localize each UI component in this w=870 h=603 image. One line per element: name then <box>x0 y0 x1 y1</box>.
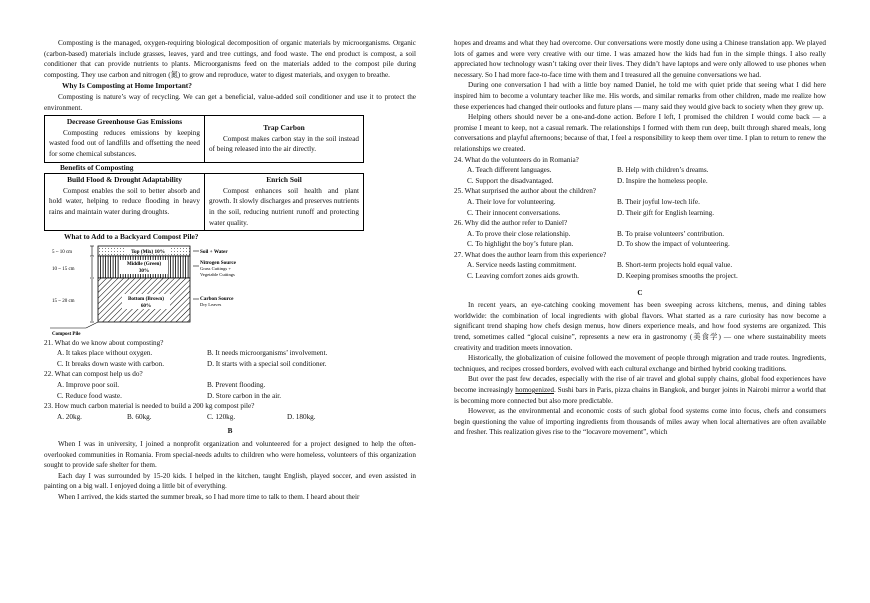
q22-option-a[interactable]: A. Improve poor soil. <box>57 381 120 390</box>
q24-option-c[interactable]: C. Support the disadvantaged. <box>467 176 554 185</box>
q24-option-d[interactable]: D. Inspire the homeless people. <box>617 176 708 185</box>
passage-c-para-4: However, as the environmental and economic costs of such global food systems come into focus, chefs and consumers begin questioning the value of importing ingredients from thousands of miles away when local alternatives are often available and fresher. This realization gives rise to the “locavore movement”, which <box>454 407 826 437</box>
q23-option-a[interactable]: A. 20kg. <box>57 412 82 421</box>
q22-option-c[interactable]: C. Reduce food waste. <box>57 391 122 400</box>
underlined-word: homogenized <box>515 386 554 394</box>
depth-bottom: 15 ~ 20 cm <box>52 298 75 304</box>
q21-option-c[interactable]: C. It breaks down waste with carbon. <box>57 359 164 368</box>
q22-option-b[interactable]: B. Prevent flooding. <box>207 381 266 390</box>
question-23: 23. How much carbon material is needed to build a 200 kg compost pile? <box>44 402 255 411</box>
layer-bottom-label: Bottom (Brown) <box>127 295 165 302</box>
q25-option-d[interactable]: D. Their gift for English learning. <box>617 208 715 217</box>
benefit-title: Trap Carbon <box>263 123 305 133</box>
benefits-box-top <box>44 115 364 162</box>
q22-option-d[interactable]: D. Store carbon in the air. <box>207 391 282 400</box>
q22-options-row2 <box>44 391 416 402</box>
q25-options <box>454 197 826 218</box>
passage-a-para-2: Composting is nature’s way of recycling. We can get a beneficial, value-added soil conditioner and use it to protect the environment. <box>44 92 416 112</box>
q27-options <box>454 260 826 281</box>
layer-bottom-pct: 60% <box>140 302 152 309</box>
question-22: 22. What can compost help us do? <box>44 370 143 379</box>
benefits-label: Benefits of Composting <box>60 162 134 172</box>
q21-options-row1 <box>44 348 416 359</box>
question-26: 26. Why did the author refer to Daniel? <box>454 219 568 228</box>
passage-c-para-3 <box>454 374 826 406</box>
q25-option-b[interactable]: B. Their joyful low-tech life. <box>617 197 700 206</box>
q24-options <box>454 165 826 186</box>
layer-middle-pct: 30% <box>138 267 150 274</box>
q23-options <box>44 412 416 423</box>
nitrogen-source-label: Nitrogen Source <box>200 259 236 266</box>
text-run: But over the past few decades, especially with the rise of air travel and global supply chains, global food experiences have become increasingly <box>454 375 826 394</box>
question-21: 21. What do we know about composting? <box>44 338 164 347</box>
q23-option-d[interactable]: D. 180kg. <box>287 412 316 421</box>
passage-b-para-2: Each day I was surrounded by 15-20 kids. I helped in the kitchen, taught English, played soccer, and even assisted in painting on a big wall. I enjoyed doing a little bit of everything. <box>44 471 416 491</box>
layer-middle-label: Middle (Green) <box>126 260 162 267</box>
q24-option-b[interactable]: B. Help with children’s dreams. <box>617 166 709 175</box>
question-24: 24. What do the volunteers do in Romania? <box>454 155 579 164</box>
benefit-title: Enrich Soil <box>266 175 302 185</box>
benefit-text: Composting reduces emissions by keeping wasted food out of landfills and offsetting the need for some chemical substances. <box>49 128 200 158</box>
right-column <box>454 38 826 438</box>
compost-pile-diagram <box>50 244 310 337</box>
passage-b-para-1: When I was in university, I joined a nonprofit organization and volunteered for a project designed to help the often-overlooked communities in Romania. From special-needs adults to children who were homeless, volunteers of this organization sought to provide safe shelter for them. <box>44 440 416 470</box>
q27-option-a[interactable]: A. Service needs lasting commitment. <box>467 261 577 270</box>
section-c-heading: C <box>637 288 643 297</box>
passage-b-para-3: When I arrived, the kids started the summer break, so I had more time to talk to them. I heard about their <box>58 493 360 501</box>
q27-option-b[interactable]: B. Short-term projects hold equal value. <box>617 261 733 270</box>
benefit-text: Compost makes carbon stay in the soil instead of being released into the air directly. <box>209 134 359 154</box>
q21-option-b[interactable]: B. It needs microorganisms’ involvement. <box>207 349 328 358</box>
layer-top-label: Top (Mix) 10% <box>131 248 165 255</box>
question-25: 25. What surprised the author about the children? <box>454 187 596 196</box>
carbon-source-label: Carbon Source <box>200 295 234 302</box>
benefit-text: Compost enhances soil health and plant growth. It slowly discharges and preserves nutrients in the soil, reducing nutrient runoff and protecting water quality. <box>209 186 359 227</box>
top-source-label: Soil + Water <box>200 248 228 255</box>
passage-c-para-2: Historically, the globalization of cuisine followed the movement of people through migration and trade routes. Ingredients, techniques, and recipes crossed borders, evolved with each cultural exchange and birthed hybrid cooking traditions. <box>454 354 826 373</box>
depth-middle: 10 ~ 15 cm <box>52 266 75 272</box>
left-column <box>44 38 416 503</box>
q21-option-d[interactable]: D. It starts with a special soil conditioner. <box>207 359 327 368</box>
question-27: 27. What does the author learn from this experience? <box>454 250 607 259</box>
passage-a-heading: Why Is Composting at Home Important? <box>62 81 192 91</box>
passage-c-para-1: In recent years, an eye-catching cooking movement has been sweeping across kitchens, menus, and dining tables worldwide: the combination of local ingredients with global flavors. What started as a rare curiosity has now become a significant trend shaping how chefs design menus, how diners experience meals, and how food systems are organized. This trend, sometimes called “glocal cuisine”, represents a new era in gastronomy (美食学) — one where sustainability meets creativity and tradition meets innovation. <box>454 301 826 352</box>
q24-option-a[interactable]: A. Teach different languages. <box>467 166 552 175</box>
q25-option-a[interactable]: A. Their love for volunteering. <box>467 197 556 206</box>
carbon-source-detail: Dry Leaves <box>200 301 222 307</box>
q22-options-row1 <box>44 380 416 391</box>
q23-option-b[interactable]: B. 60kg. <box>127 412 152 421</box>
passage-b-para-6: Helping others should never be a one-and-done action. Before I left, I promised the children I would come back — a promise I meant to keep, not a casual remark. The relationships I formed with them run deep, built through shared meals, long conversations and playful afternoons; because of that, I feel a responsibility to keep them over time. I plan to return to renew the relationships we created. <box>454 113 826 153</box>
nitrogen-source-detail-2: Vegetable Cuttings <box>200 271 235 277</box>
q25-option-c[interactable]: C. Their innocent conversations. <box>467 208 561 217</box>
benefit-flood-drought <box>45 174 204 230</box>
benefit-enrich-soil <box>204 174 363 230</box>
q26-option-b[interactable]: B. To praise volunteers’ contribution. <box>617 229 725 238</box>
text-run: . Sushi bars in Paris, pizza chains in Bangkok, and burger joints in Nairobi mirror a world that is becoming more connected but also more predictable. <box>454 386 826 405</box>
compost-pile-label: Compost Pile <box>52 331 81 337</box>
q23-option-c[interactable]: C. 120kg. <box>207 412 236 421</box>
q26-options <box>454 229 826 250</box>
benefits-box-bottom <box>44 173 364 231</box>
passage-a-para-1: Composting is the managed, oxygen-requiring biological decomposition of organic materials by microorganisms. Organic (carbon-based) materials include grasses, leaves, yard and tree cuttings, and food waste. The end product is compost, a soil conditioner that can provide nutrients to plants. Microorganisms feed on the materials added to the compost pile during composting. They use carbon and nitrogen (氮) to grow and reproduce, water to digest materials, and oxygen to breathe. <box>44 39 416 79</box>
q27-option-d[interactable]: D. Keeping promises smooths the project. <box>617 272 738 281</box>
q26-option-a[interactable]: A. To prove their close relationship. <box>467 229 571 238</box>
q26-option-d[interactable]: D. To show the impact of volunteering. <box>617 240 730 249</box>
benefit-text: Compost enables the soil to better absorb and hold water, helping to reduce flooding in heavy rains and maintain water during droughts. <box>49 186 200 216</box>
benefit-greenhouse <box>45 116 204 161</box>
nitrogen-source-detail-1: Grass Cuttings + <box>200 265 231 271</box>
passage-b-para-4: hopes and dreams and what they had overcome. Our conversations were mostly done using a Chinese translation app. We played lots of games and were very creative with our time. I was amazed how the kids had fun in the simple things. I also really appreciated how technology wasn’t taking over their lives. They didn’t have laptops and were only allowed to use phones when necessary. So I had more face-to-face time with them and I treasured all the genuine conversations we had. <box>454 39 826 79</box>
benefit-title: Decrease Greenhouse Gas Emissions <box>66 117 183 127</box>
q26-option-c[interactable]: C. To highlight the boy’s future plan. <box>467 240 574 249</box>
benefit-title: Build Flood & Drought Adaptability <box>67 175 182 185</box>
depth-top: 5 ~ 10 cm <box>52 249 73 255</box>
diagram-title: What to Add to a Backyard Compost Pile? <box>64 232 199 242</box>
q27-option-c[interactable]: C. Leaving comfort zones aids growth. <box>467 272 579 281</box>
q21-option-a[interactable]: A. It takes place without oxygen. <box>57 349 153 358</box>
benefit-trap-carbon <box>204 116 363 161</box>
q21-options-row2 <box>44 359 416 370</box>
section-b-heading: B <box>227 427 233 436</box>
passage-b-para-5: During one conversation I had with a little boy named Daniel, he told me with quiet pride that seeing what I did here inspired him to become a voluntary teacher like me. His words, and similar remarks from other children, made me realize how these experiences had changed their outlooks and future plans — many said they would give back to society when they grew up. <box>454 81 826 111</box>
compost-pile-svg <box>50 244 310 337</box>
